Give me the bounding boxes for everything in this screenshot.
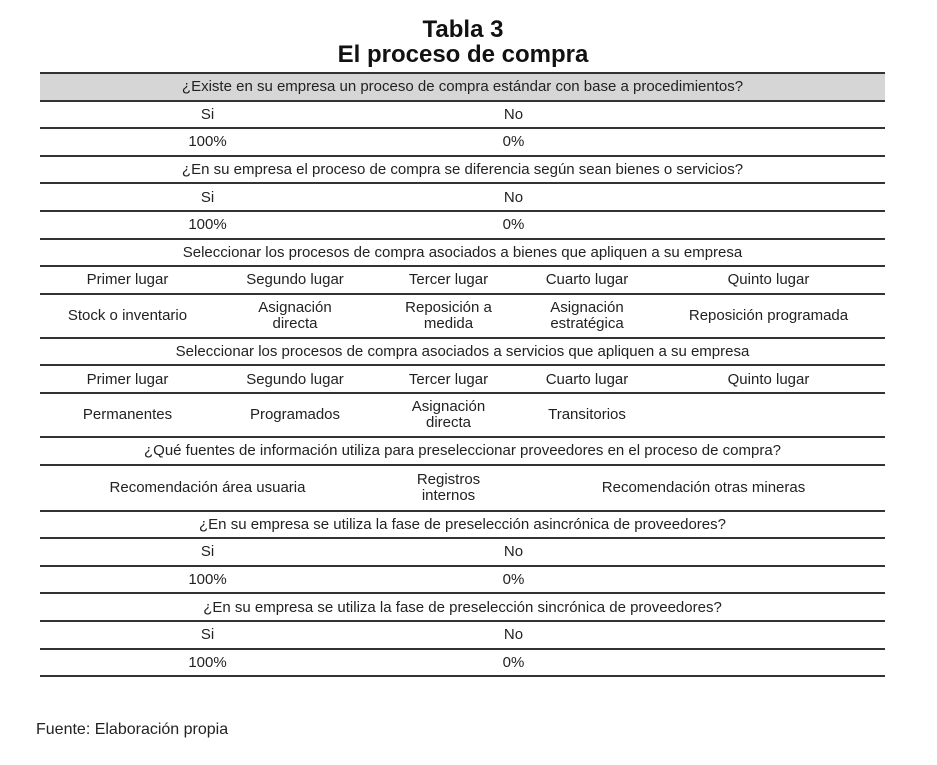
value-cell: 100%: [188, 571, 227, 589]
question-row: [40, 240, 885, 268]
value-row: [40, 212, 885, 240]
value-cell: 100%: [188, 133, 227, 151]
header-cell: Tercer lugar: [408, 271, 489, 289]
value-cell: Registros internos: [416, 470, 481, 504]
value-cell: 100%: [188, 216, 227, 234]
header-cell: No: [503, 543, 524, 561]
header-cell: Quinto lugar: [727, 370, 810, 388]
value-cell: Asignación directa: [411, 397, 486, 431]
question-row: [40, 512, 885, 540]
question-row: [40, 438, 885, 466]
header-row: [40, 622, 885, 650]
header-cell: Primer lugar: [86, 271, 169, 289]
value-cell: Programados: [249, 405, 341, 423]
header-cell: Si: [200, 188, 215, 206]
question-row: [40, 74, 885, 102]
header-cell: Primer lugar: [86, 370, 169, 388]
source-note: Fuente: Elaboración propia: [36, 721, 229, 738]
value-cell: Stock o inventario: [67, 306, 188, 324]
header-cell: No: [503, 105, 524, 123]
value-cell: Reposición a medida: [405, 298, 492, 332]
value-row: [40, 394, 885, 438]
question-row: [40, 339, 885, 367]
value-row: [40, 466, 885, 512]
header-cell: No: [503, 626, 524, 644]
value-row: [40, 295, 885, 339]
header-row: [40, 102, 885, 130]
question-text: ¿En su empresa el proceso de compra se diferencia según sean bienes o servicios?: [181, 161, 744, 179]
question-text: Seleccionar los procesos de compra asociados a bienes que apliquen a su empresa: [182, 243, 743, 261]
value-row: [40, 129, 885, 157]
header-cell: Si: [200, 543, 215, 561]
value-cell: 0%: [502, 653, 525, 671]
question-text: ¿Qué fuentes de información utiliza para preseleccionar proveedores en el proceso de compra?: [143, 442, 782, 460]
value-cell: Permanentes: [82, 405, 173, 423]
question-text: ¿Existe en su empresa un proceso de compra estándar con base a procedimientos?: [181, 78, 744, 96]
header-row: [40, 366, 885, 394]
table-title: Tabla 3: [422, 16, 504, 43]
purchase-process-table: [40, 72, 885, 677]
question-text: ¿En su empresa se utiliza la fase de preselección sincrónica de proveedores?: [203, 598, 722, 616]
value-cell: Transitorios: [548, 405, 626, 423]
question-row: [40, 157, 885, 185]
header-cell: Segundo lugar: [246, 370, 344, 388]
question-text: Seleccionar los procesos de compra asociados a servicios que apliquen a su empresa: [175, 343, 750, 361]
value-cell: Reposición programada: [688, 306, 849, 324]
question-text: ¿En su empresa se utiliza la fase de preselección asincrónica de proveedores?: [199, 515, 726, 533]
header-cell: No: [503, 188, 524, 206]
value-cell: 100%: [188, 653, 227, 671]
table-subtitle: El proceso de compra: [337, 41, 589, 68]
value-cell: Recomendación área usuaria: [109, 478, 306, 496]
header-cell: Si: [200, 105, 215, 123]
value-row: [40, 650, 885, 678]
value-cell: Recomendación otras mineras: [601, 478, 806, 496]
value-cell: 0%: [502, 133, 525, 151]
question-row: [40, 594, 885, 622]
header-cell: Cuarto lugar: [545, 271, 629, 289]
header-cell: Cuarto lugar: [545, 370, 629, 388]
value-cell: Asignación estratégica: [550, 298, 624, 332]
header-cell: Segundo lugar: [246, 271, 344, 289]
value-cell: 0%: [502, 571, 525, 589]
header-row: [40, 539, 885, 567]
header-row: [40, 267, 885, 295]
header-row: [40, 184, 885, 212]
value-cell: 0%: [502, 216, 525, 234]
header-cell: Si: [200, 626, 215, 644]
value-cell: Asignación directa: [258, 298, 332, 332]
value-row: [40, 567, 885, 595]
header-cell: Quinto lugar: [727, 271, 810, 289]
header-cell: Tercer lugar: [408, 370, 489, 388]
